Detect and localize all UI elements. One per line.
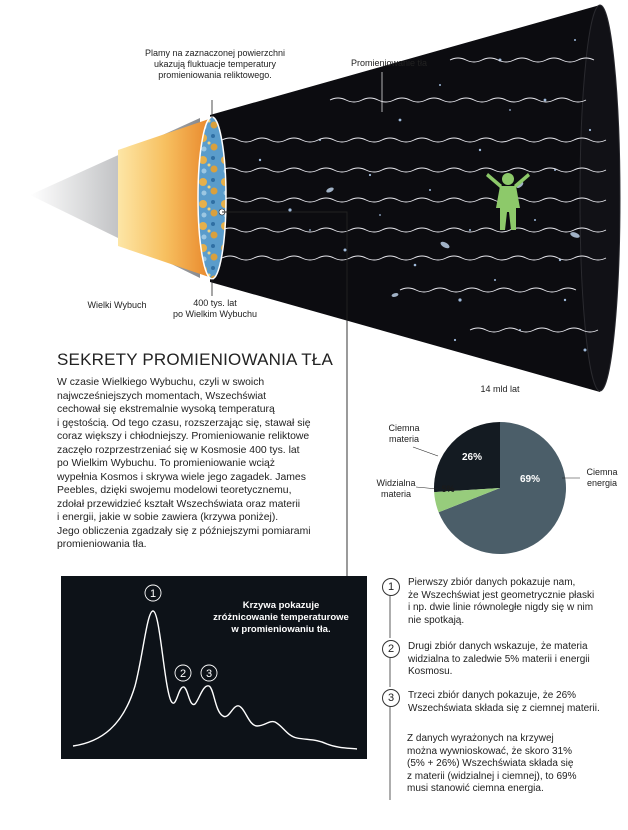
curve-chart-title-l2: zróżnicowanie temperaturowe [213, 612, 349, 623]
pie-label-dark-matter-l2: materia [388, 434, 419, 444]
note-line: Trzeci zbiór danych pokazuje, że 26% [408, 690, 577, 701]
pie-label-dark-matter-l1: Ciemna [388, 423, 420, 433]
article-line: cechował się ekstremalnie wysoką temperaturą [57, 404, 275, 415]
article-line: zaczęło rozprzestrzeniać się w Kosmosie 400 tys. lat [57, 444, 300, 456]
note-line: widzialna to zaledwie 5% materii i energii [408, 653, 590, 665]
pie-value-visible: 5% [441, 484, 455, 494]
article-title: SEKRETY PROMIENIOWANIA TŁA [57, 350, 334, 369]
label-14mld: 14 mld lat [480, 384, 520, 394]
article-line: promieniowania tła. [57, 539, 147, 550]
note-number-3: 3 [382, 689, 400, 707]
conclusion-text [407, 733, 622, 796]
note-line: i np. dwie linie równoległe nigdy się w nim [408, 602, 594, 613]
pie-value-dark-matter: 26% [461, 452, 483, 463]
pie-label-visible-l2: materia [380, 489, 411, 499]
article-line: zdołał przewidzieć kształt Wszechświata oraz materii [57, 498, 301, 510]
note-number-1: 1 [382, 578, 400, 596]
article-line: Peebles, dzięki swojemu modelowi teoretycznemu, [57, 485, 292, 496]
curve-chart-title-l3: w promieniowaniu tła. [231, 624, 331, 635]
svg-text:2: 2 [179, 668, 187, 680]
conclusion-line: musi stanowić ciemna energia. [407, 783, 544, 794]
article-line: Jego obliczenia zgadzały się z późniejszymi pomiarami [57, 525, 311, 537]
curve-chart-title-l1: Krzywa pokazuje [242, 600, 320, 611]
note-line: Wszechświata składa się z ciemnej materii. [408, 702, 600, 714]
note-line: nie spotkają. [408, 614, 465, 626]
label-400k-line2: po Wielkim Wybuchu [173, 309, 257, 319]
svg-text:3: 3 [205, 668, 213, 680]
pie-label-visible-l1: Widzialna [376, 478, 416, 488]
article-line: najwcześniejszych momentach, Wszechświat [57, 390, 267, 402]
note-number-2: 2 [382, 640, 400, 658]
conclusion-line: Z danych wyrażonych na krzywej [407, 733, 554, 744]
note-line: że Wszechświat jest geometrycznie płaski [408, 589, 595, 601]
article-line: W czasie Wielkiego Wybuchu, czyli w swoich [57, 377, 265, 388]
pie-value-dark-energy: 69% [519, 474, 541, 485]
pie-label-dark-energy-l1: Ciemna [586, 467, 618, 477]
label-promieniowanie-tla: Promieniowanie tła [350, 58, 428, 68]
conclusion-line: można wywnioskować, że skoro 31% [407, 745, 573, 757]
article-line: po Wielkim Wybuchu. To promieniowanie wciąż [57, 458, 276, 469]
article-line: i energii, jakie w sobie zawiera (krzywa poniżej). [57, 512, 279, 523]
article-line: wypełnia Kosmos i skrywa wiele jego zagadek. James [57, 471, 306, 483]
note-line: Kosmosu. [408, 666, 453, 677]
note-line: Drugi zbiór danych wskazuje, że materia [408, 641, 588, 652]
label-400k-line1: 400 tys. lat [193, 298, 237, 308]
note-line: Pierwszy zbiór danych pokazuje nam, [408, 577, 576, 588]
label-wielki-wybuch: Wielki Wybuch [87, 300, 147, 310]
conclusion-line: z materii (widzialnej i ciemnej), to 69% [407, 770, 577, 782]
article-line: coraz większy i chłodniejszy. Promieniowanie reliktowe [57, 431, 310, 442]
conclusion-line: (5% + 26%) Wszechświata składa się [407, 758, 574, 769]
label-plamy: Plamy na zaznaczonej powierzchni ukazują fluktuacje temperatury promieniowania reliktowego. [144, 48, 286, 80]
article-line: i gęstością. Od tego czasu, rozszerzając się, stawał się [57, 417, 311, 429]
pie-label-dark-energy-l2: energia [586, 478, 618, 488]
svg-text:1: 1 [149, 588, 157, 600]
